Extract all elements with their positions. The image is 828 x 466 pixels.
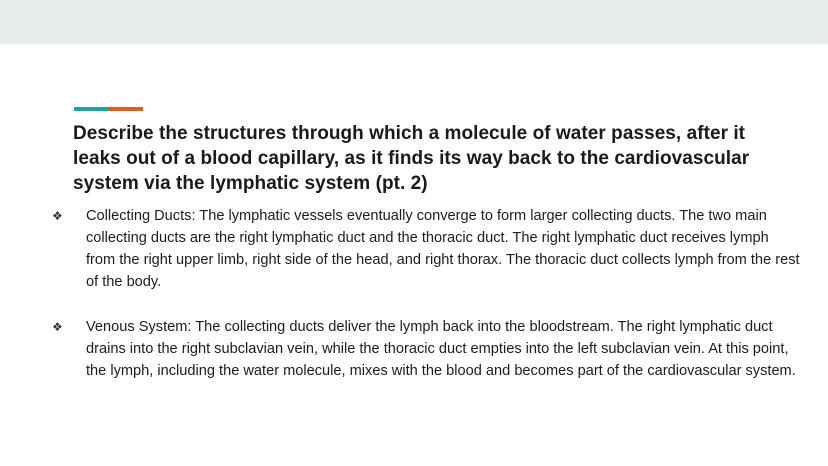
bullet-item-venous-system bbox=[50, 316, 800, 382]
bullet-list bbox=[50, 205, 800, 405]
diamond-bullet-icon: ❖ bbox=[52, 320, 63, 334]
diamond-bullet-icon: ❖ bbox=[52, 209, 63, 223]
bullet-text: Collecting Ducts: The lymphatic vessels eventually converge to form larger collecting ducts. The two main collecting ducts are the right lymphatic duct and the thoracic duct. The right lymphatic duct receives lymph from the right upper limb, right side of the head, and right thorax. The thoracic duct collects lymph from the rest of the body. bbox=[86, 208, 800, 290]
title-accent-bar bbox=[74, 107, 143, 111]
bullet-text: Venous System: The collecting ducts deliver the lymph back into the bloodstream. The right lymphatic duct drains into the right subclavian vein, while the thoracic duct empties into the left subclavian vein. At this point, the lymph, including the water molecule, mixes with the blood and becomes part of the cardiovascular system. bbox=[86, 319, 796, 379]
slide-title: Describe the structures through which a molecule of water passes, after it leaks out of a blood capillary, as it finds its way back to the cardiovascular system via the lymphatic system (pt. 2) bbox=[73, 123, 750, 194]
accent-orange-segment bbox=[108, 107, 143, 111]
accent-teal-segment bbox=[74, 107, 108, 111]
top-band bbox=[0, 0, 828, 44]
bullet-item-collecting-ducts bbox=[50, 205, 800, 293]
